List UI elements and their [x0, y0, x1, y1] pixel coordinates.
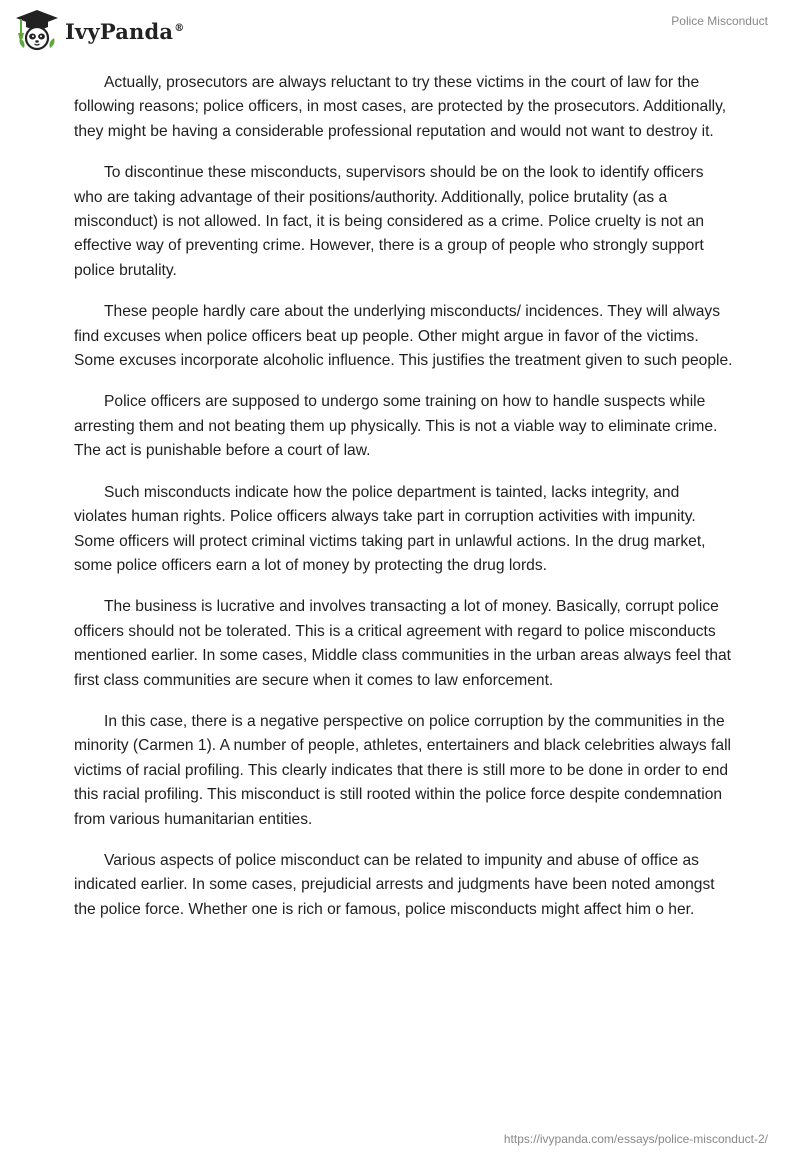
- panda-graduate-icon: [14, 8, 60, 52]
- paragraph: In this case, there is a negative perspective on police corruption by the communities in the minority (Carmen 1). A number of people, athletes, entertainers and black celebrities always fall victims of racial profiling. This clearly indicates that there is still more to be done in order to end this racial profiling. This misconduct is still rooted within the police force despite condemnation from various humanitarian entities.: [74, 712, 731, 828]
- brand-logo[interactable]: [14, 8, 184, 52]
- paragraph: Various aspects of police misconduct can be related to impunity and abuse of office as indicated earlier. In some cases, prejudicial arrests and judgments have been noted amongst the police force. Whether one is rich or famous, police misconducts might affect him o her.: [74, 851, 715, 918]
- running-title: Police Misconduct: [671, 14, 768, 28]
- essay-body: [74, 71, 734, 939]
- brand-name: [65, 19, 184, 44]
- paragraph: Actually, prosecutors are always reluctant to try these victims in the court of law for the following reasons; police officers, in most cases, are protected by the prosecutors. Additionally, they might be having a considerable professional reputation and would not want to destroy it.: [74, 74, 727, 140]
- paragraph: These people hardly care about the underlying misconducts/ incidences. They will always find excuses when police officers beat up people. Other might argue in favor of the victims. Some excuses incorporate alcoholic influence. This justifies the treatment given to such people.: [74, 303, 733, 370]
- paragraph: Police officers are supposed to undergo some training on how to handle suspects while arresting them and not beating them up physically. This is not a viable way to eliminate crime. The act is punishable before a court of law.: [74, 393, 718, 460]
- page-header: [0, 0, 800, 62]
- paragraph: To discontinue these misconducts, supervisors should be on the look to identify officers who are taking advantage of their positions/authority. Additionally, police brutality (as a misconduct) is not allowed. In fact, it is being considered as a crime. Police cruelty is not an effective way of preventing crime. However, there is a group of people who strongly support police brutality.: [74, 164, 705, 279]
- paragraph: The business is lucrative and involves transacting a lot of money. Basically, corrupt police officers should not be tolerated. This is a critical agreement with regard to police misconducts mentioned earlier. In some cases, Middle class communities in the urban areas always feel that first class communities are secure when it comes to law enforcement.: [74, 598, 731, 689]
- source-url-link[interactable]: https://ivypanda.com/essays/police-misconduct-2/: [503, 1132, 768, 1146]
- paragraph: Such misconducts indicate how the police department is tainted, lacks integrity, and violates human rights. Police officers always take part in corruption activities with impunity. Some officers will protect criminal victims taking part in unlawful actions. In the drug market, some police officers earn a lot of money by protecting the drug lords.: [74, 483, 706, 574]
- brand-name-text: IvyPanda: [65, 18, 174, 44]
- registered-mark: ®: [174, 22, 185, 34]
